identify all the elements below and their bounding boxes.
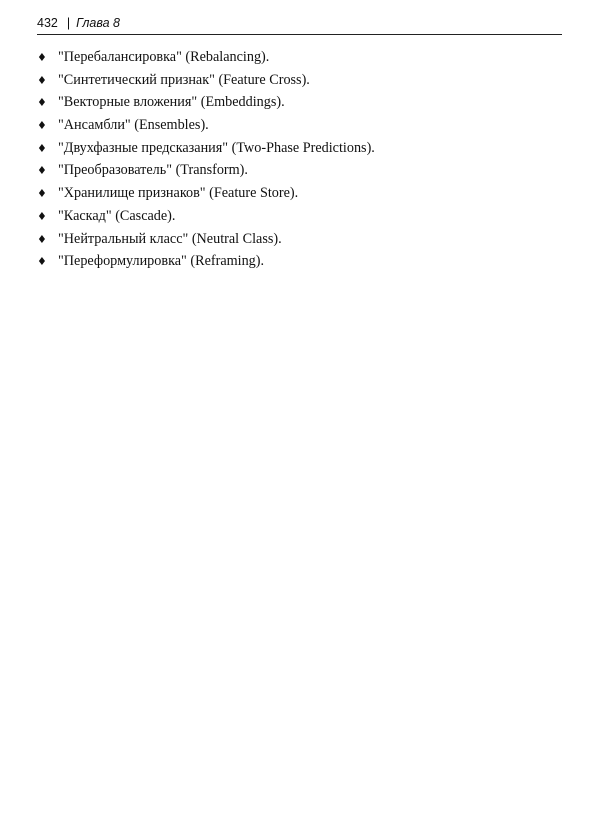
list-item [37,46,562,69]
list-item [37,137,562,160]
diamond-bullet-icon: ♦ [37,141,47,155]
list-item [37,228,562,251]
pattern-list [37,46,562,273]
list-item-text: "Ансамбли" (Ensembles). [58,117,209,134]
list-item-text: "Преобразователь" (Transform). [58,162,248,179]
list-item-text: "Переформулировка" (Reframing). [58,253,265,270]
list-item [37,159,562,182]
list-item [37,182,562,205]
list-item [37,205,562,228]
list-item [37,91,562,114]
diamond-bullet-icon: ♦ [37,119,47,133]
diamond-bullet-icon: ♦ [37,209,47,223]
list-item [37,114,562,137]
list-item [37,69,562,92]
list-item-text: "Двухфазные предсказания" (Two-Phase Predictions). [58,139,375,156]
chapter-title: Глава 8 [76,16,120,30]
diamond-bullet-icon: ♦ [37,255,47,269]
list-item-text: "Векторные вложения" (Embeddings). [58,94,285,111]
list-item-text: "Нейтральный класс" (Neutral Class). [58,230,282,247]
list-item-text: "Каскад" (Cascade). [58,207,176,224]
list-item-text: "Перебалансировка" (Rebalancing). [58,49,270,65]
diamond-bullet-icon: ♦ [37,96,47,110]
list-item-text: "Хранилище признаков" (Feature Store). [58,185,299,202]
page-number: 432 [37,16,58,30]
diamond-bullet-icon: ♦ [37,232,47,246]
diamond-bullet-icon: ♦ [37,164,47,178]
list-item-text: "Синтетический признак" (Feature Cross). [58,71,310,88]
page-header [37,14,562,35]
diamond-bullet-icon: ♦ [37,51,47,64]
header-separator: | [66,16,71,30]
diamond-bullet-icon: ♦ [37,187,47,201]
list-item [37,250,562,273]
diamond-bullet-icon: ♦ [37,73,47,87]
